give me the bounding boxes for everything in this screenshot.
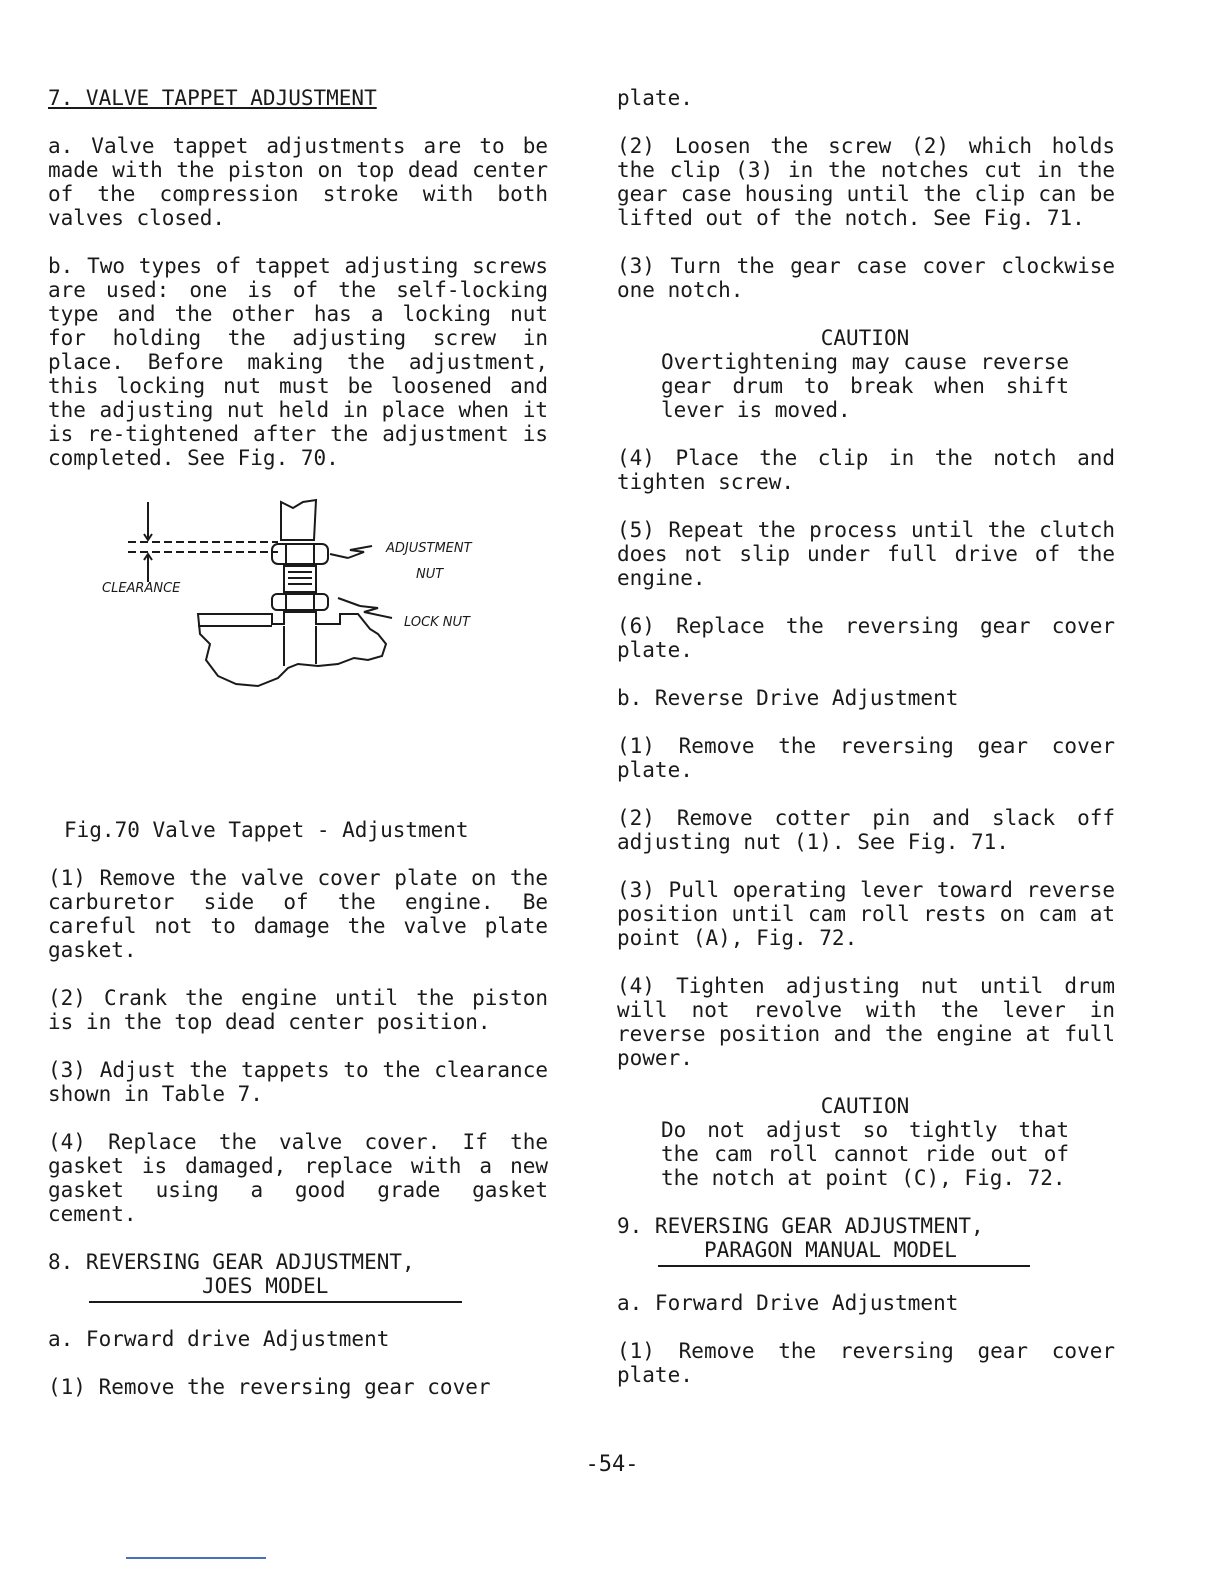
step-1-remove-valve-cover: (1) Remove the valve cover plate on the carburetor side of the engine. Be careful not to damage the valve plate gasket. xyxy=(48,866,548,962)
left-column xyxy=(48,86,548,1423)
reverse-step-1: (1) Remove the reversing gear cover plate. xyxy=(617,734,1115,782)
forward-step-6: (6) Replace the reversing gear cover plate. xyxy=(617,614,1115,662)
reverse-step-4: (4) Tighten adjusting nut until drum will not revolve with the lever in reverse position and the engine at full power. xyxy=(617,974,1115,1070)
para-a-valve-tappet: a. Valve tappet adjustments are to be made with the piston on top dead center of the compression stroke with both valves closed. xyxy=(48,134,548,230)
valve-tappet-drawing xyxy=(48,494,548,794)
label-clearance: CLEARANCE xyxy=(102,581,181,596)
label-nut: NUT xyxy=(416,567,444,582)
right-column xyxy=(617,86,1115,1411)
forward-step-5: (5) Repeat the process until the clutch does not slip under full drive of the engine. xyxy=(617,518,1115,590)
label-lock-nut: LOCK NUT xyxy=(404,615,470,630)
subsection-forward-drive: a. Forward drive Adjustment xyxy=(48,1327,390,1351)
paragon-step-1: (1) Remove the reversing gear cover plate. xyxy=(617,1339,1115,1387)
reverse-step-3: (3) Pull operating lever toward reverse position until cam roll rests on cam at point (A), Fig. 72. xyxy=(617,878,1115,950)
forward-step-3: (3) Turn the gear case cover clockwise one notch. xyxy=(617,254,1115,302)
subsection-forward-drive-paragon: a. Forward Drive Adjustment xyxy=(617,1291,959,1315)
section-8-heading: 8. REVERSING GEAR ADJUSTMENT, JOES MODEL xyxy=(48,1250,548,1303)
section-9-heading: 9. REVERSING GEAR ADJUSTMENT, PARAGON MANUAL MODEL xyxy=(617,1214,1115,1267)
para-b-tappet-screws: b. Two types of tappet adjusting screws are used: one is of the self-locking type and the other has a locking nut for holding the adjusting screw in place. Before making the adjustment, this locking nut must be loosened and the adjusting nut held in place when it is re-tightened after the adjustment is completed. See Fig. 70. xyxy=(48,254,548,470)
caution-cam-roll: CAUTION Do not adjust so tightly that the cam roll cannot ride out of the notch at point (C), Fig. 72. xyxy=(661,1094,1069,1190)
step-4-replace-valve-cover: (4) Replace the valve cover. If the gasket is damaged, replace with a new gasket using a good grade gasket cement. xyxy=(48,1130,548,1226)
footer-rule xyxy=(126,1557,266,1559)
caution-overtightening: CAUTION Overtightening may cause reverse gear drum to break when shift lever is moved. xyxy=(661,326,1069,422)
step-3-adjust-tappets: (3) Adjust the tappets to the clearance shown in Table 7. xyxy=(48,1058,548,1106)
reverse-step-2: (2) Remove cotter pin and slack off adjusting nut (1). See Fig. 71. xyxy=(617,806,1115,854)
section-7-heading: 7. VALVE TAPPET ADJUSTMENT xyxy=(48,86,377,110)
subsection-reverse-drive: b. Reverse Drive Adjustment xyxy=(617,686,959,710)
continued-plate: plate. xyxy=(617,86,693,110)
forward-step-1: (1) Remove the reversing gear cover xyxy=(48,1375,491,1399)
forward-step-4: (4) Place the clip in the notch and tighten screw. xyxy=(617,446,1115,494)
figure-70-caption: Fig.70 Valve Tappet - Adjustment xyxy=(64,818,469,842)
figure-70-diagram xyxy=(48,494,548,794)
step-2-crank-engine: (2) Crank the engine until the piston is in the top dead center position. xyxy=(48,986,548,1034)
forward-step-2: (2) Loosen the screw (2) which holds the clip (3) in the notches cut in the gear case housing until the clip can be lifted out of the notch. See Fig. 71. xyxy=(617,134,1115,230)
label-adjustment: ADJUSTMENT xyxy=(386,541,472,556)
page-number: -54- xyxy=(585,1452,639,1477)
